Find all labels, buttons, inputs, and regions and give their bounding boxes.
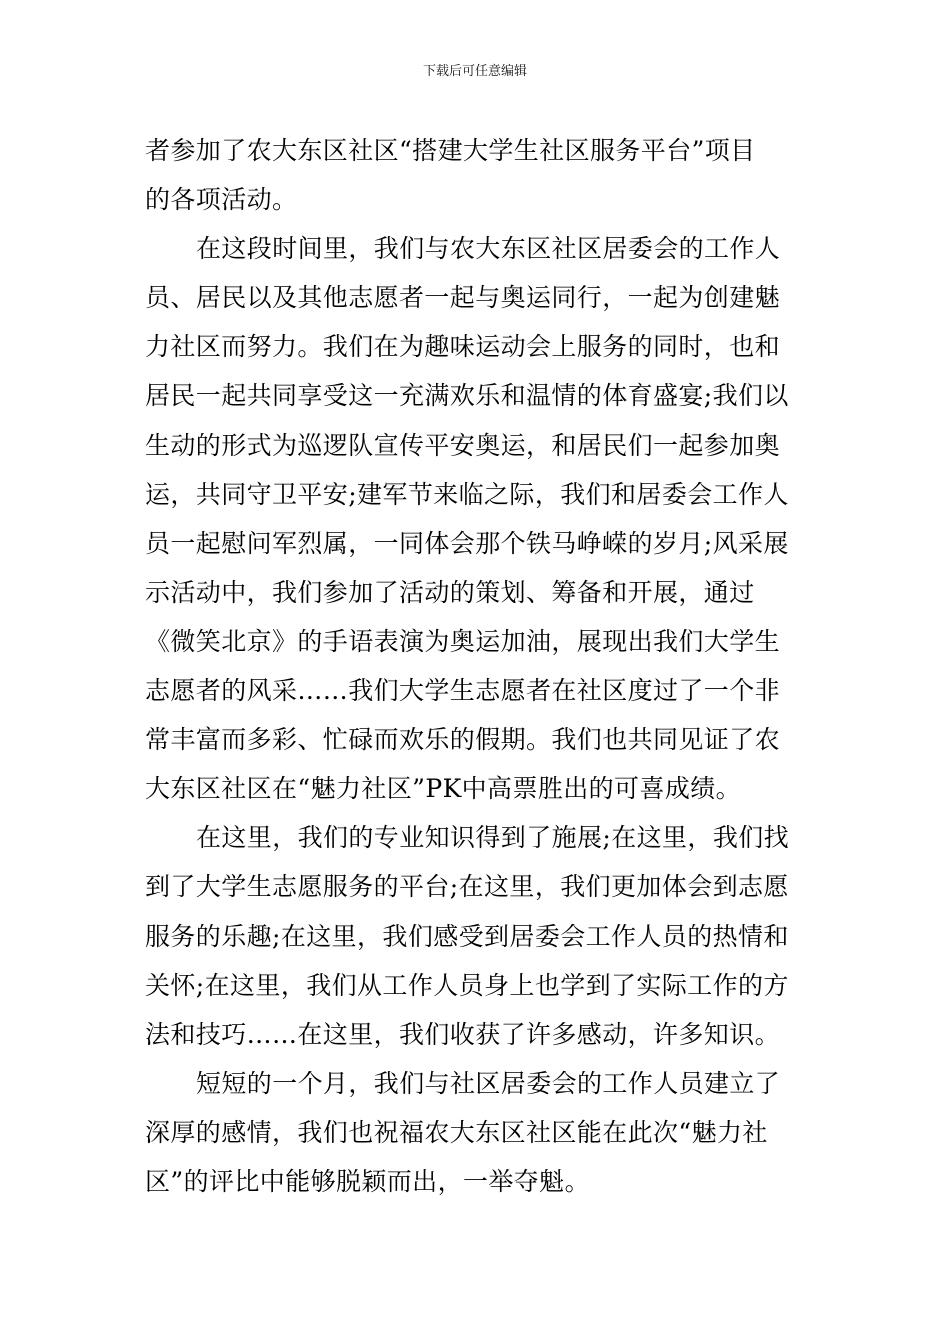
text-line: 深厚的感情，我们也祝福农大东区社区能在此次“魅力社	[145, 1117, 768, 1147]
text-line: 示活动中，我们参加了活动的策划、筹备和开展，通过	[145, 577, 755, 607]
paragraph	[145, 1059, 810, 1206]
text-line: 志愿者的风采……我们大学生志愿者在社区度过了一个非	[145, 676, 781, 706]
text-line: 在这段时间里，我们与农大东区社区居委会的工作人	[196, 234, 781, 264]
text-line: 居民一起共同享受这一充满欢乐和温情的体育盛宴;我们以	[145, 381, 789, 411]
text-line: 员、居民以及其他志愿者一起与奥运同行，一起为创建魅	[145, 283, 781, 313]
text-line: 区”的评比中能够脱颖而出，一举夺魁。	[145, 1166, 590, 1196]
text-line: 《微笑北京》的手语表演为奥运加油，展现出我们大学生	[145, 626, 781, 656]
text-line: 的各项活动。	[145, 185, 298, 215]
text-line: 到了大学生志愿服务的平台;在这里，我们更加体会到志愿	[145, 872, 789, 902]
text-line: 法和技巧……在这里，我们收获了许多感动，许多知识。	[145, 1019, 781, 1049]
text-line: 短短的一个月，我们与社区居委会的工作人员建立了	[196, 1068, 781, 1098]
text-line: 常丰富而多彩、忙碌而欢乐的假期。我们也共同见证了农	[145, 725, 781, 755]
text-line: 生动的形式为巡逻队宣传平安奥运，和居民们一起参加奥	[145, 430, 781, 460]
paragraph	[145, 126, 810, 224]
paragraph	[145, 813, 810, 1058]
document-body	[145, 126, 810, 1206]
text-line: 力社区而努力。我们在为趣味运动会上服务的同时，也和	[145, 332, 781, 362]
text-line: 在这里，我们的专业知识得到了施展;在这里，我们找	[196, 823, 790, 853]
text-line: 关怀;在这里，我们从工作人员身上也学到了实际工作的方	[145, 970, 789, 1000]
text-line: 运，共同守卫平安;建军节来临之际，我们和居委会工作人	[145, 479, 789, 509]
paragraph	[145, 224, 810, 813]
text-line: 大东区社区在“魅力社区”PK中高票胜出的可喜成绩。	[145, 774, 742, 804]
text-line: 员一起慰问军烈属，一同体会那个铁马峥嵘的岁月;风采展	[145, 528, 789, 558]
page-header: 下载后可任意编辑	[422, 64, 527, 79]
text-line: 者参加了农大东区社区“搭建大学生社区服务平台”项目	[145, 136, 756, 165]
text-line: 服务的乐趣;在这里，我们感受到居委会工作人员的热情和	[145, 921, 789, 951]
